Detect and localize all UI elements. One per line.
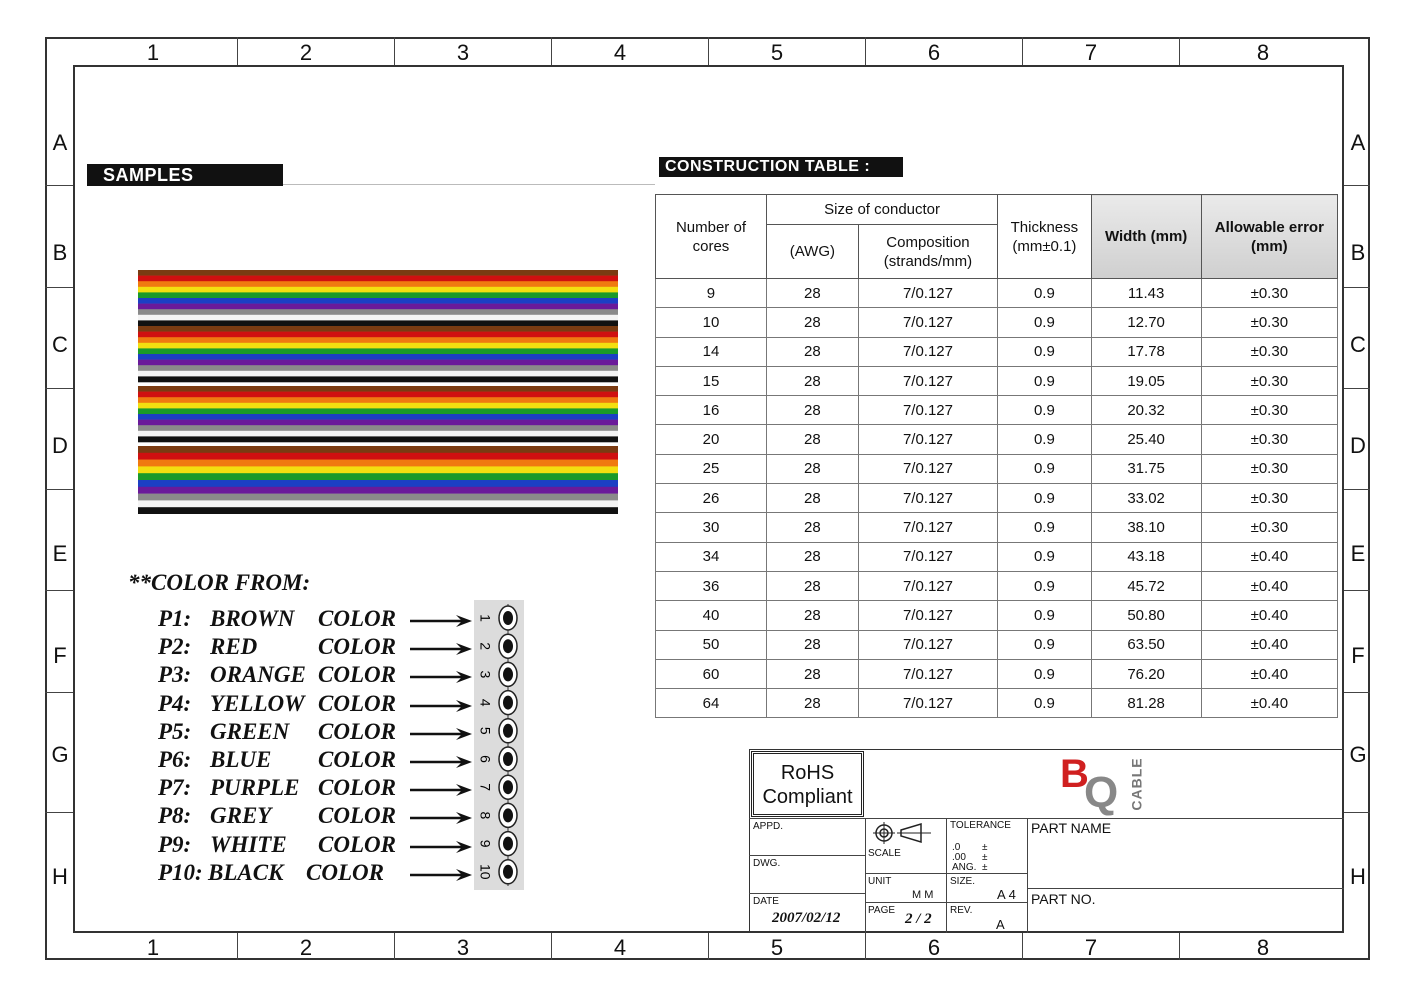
table-row <box>656 308 1338 337</box>
rev-label: REV. <box>950 905 973 916</box>
cable-wire <box>138 326 618 332</box>
arrow-right-icon <box>410 614 472 628</box>
table-row <box>656 630 1338 659</box>
color-suffix: COLOR <box>318 831 396 857</box>
cell-awg: 28 <box>766 308 858 337</box>
cell-awg: 28 <box>766 689 858 718</box>
cell-thickness: 0.9 <box>998 689 1091 718</box>
cell-awg: 28 <box>766 542 858 571</box>
cable-wire <box>138 473 618 480</box>
cell-composition: 7/0.127 <box>858 689 997 718</box>
samples-underline <box>283 184 655 185</box>
cell-width: 43.18 <box>1091 542 1201 571</box>
tolerance-sign-2: ± <box>982 852 988 863</box>
table-row <box>656 366 1338 395</box>
cable-wire <box>138 371 618 377</box>
color-suffix: COLOR <box>318 606 396 631</box>
cable-wire <box>138 431 618 437</box>
color-name: RED <box>210 634 258 660</box>
cell-cores: 25 <box>656 454 767 483</box>
cell-composition: 7/0.127 <box>858 308 997 337</box>
color-suffix: COLOR <box>318 775 396 801</box>
cell-error: ±0.40 <box>1201 542 1337 571</box>
part-no-label: PART NO. <box>1031 891 1096 907</box>
cell-awg: 28 <box>766 659 858 688</box>
row-label-b: B <box>52 240 68 265</box>
table-row <box>656 337 1338 366</box>
ribbon-cable-bundle <box>138 386 618 442</box>
cell-awg: 28 <box>766 366 858 395</box>
cell-composition: 7/0.127 <box>858 425 997 454</box>
arrow-right-icon <box>410 783 472 797</box>
cell-error: ±0.30 <box>1201 337 1337 366</box>
col-label-6-bottom: 6 <box>927 935 941 960</box>
row-label-e-right: E <box>1350 541 1366 566</box>
cable-wire <box>138 276 618 282</box>
size-value: A 4 <box>997 887 1016 902</box>
rohs-line1: RoHS <box>780 762 835 784</box>
color-from-item <box>158 775 396 803</box>
date-value: 2007/02/12 <box>772 910 841 926</box>
cable-wire <box>138 376 618 382</box>
row-label-c: C <box>52 332 68 357</box>
cable-wire <box>138 480 618 487</box>
projection-symbol-icon <box>873 822 933 844</box>
logo-word: CABLE <box>1128 757 1145 811</box>
row-label-f: F <box>53 643 67 668</box>
tolerance-sign-3: ± <box>982 862 988 873</box>
cable-wire <box>138 494 618 501</box>
table-row <box>656 542 1338 571</box>
cable-wire <box>138 392 618 398</box>
cable-wire <box>138 436 618 442</box>
col-label-2: 2 <box>299 40 313 65</box>
color-name: GREY <box>210 803 272 829</box>
cell-composition: 7/0.127 <box>858 454 997 483</box>
cell-error: ±0.30 <box>1201 366 1337 395</box>
logo-letter-b: B <box>1060 752 1089 796</box>
cable-wire <box>138 315 618 321</box>
row-label-a: A <box>52 130 68 155</box>
pin-dot <box>503 639 513 653</box>
table-row <box>656 484 1338 513</box>
col-label-8-bottom: 8 <box>1256 935 1270 960</box>
cell-thickness: 0.9 <box>998 484 1091 513</box>
cell-awg: 28 <box>766 396 858 425</box>
cell-thickness: 0.9 <box>998 454 1091 483</box>
cell-width: 45.72 <box>1091 571 1201 600</box>
cable-wire <box>138 309 618 315</box>
cable-wire <box>138 403 618 409</box>
part-name-label: PART NAME <box>1031 820 1112 836</box>
cell-awg: 28 <box>766 571 858 600</box>
tolerance-label: TOLERANCE <box>950 820 1011 831</box>
cable-wire <box>138 507 618 514</box>
pin-label: P8: <box>158 803 192 829</box>
arrow-right-icon <box>410 811 472 825</box>
cell-error: ±0.30 <box>1201 308 1337 337</box>
cell-error: ±0.30 <box>1201 454 1337 483</box>
cell-width: 76.20 <box>1091 659 1201 688</box>
cell-error: ±0.30 <box>1201 396 1337 425</box>
cable-wire <box>138 460 618 467</box>
cell-cores: 26 <box>656 484 767 513</box>
logo-letter-q: Q <box>1084 768 1119 817</box>
cell-composition: 7/0.127 <box>858 542 997 571</box>
col-label-3-bottom: 3 <box>456 935 470 960</box>
color-suffix: COLOR <box>318 718 396 744</box>
cell-error: ±0.30 <box>1201 425 1337 454</box>
cable-wire <box>138 397 618 403</box>
col-label-1: 1 <box>146 40 160 65</box>
cell-thickness: 0.9 <box>998 601 1091 630</box>
pin-label: P7: <box>158 775 192 801</box>
cell-thickness: 0.9 <box>998 337 1091 366</box>
pin-dot <box>503 780 513 794</box>
cell-error: ±0.40 <box>1201 601 1337 630</box>
table-row <box>656 689 1338 718</box>
tolerance-sign-1: ± <box>982 842 988 853</box>
header-size-of-conductor: Size of conductor <box>766 195 997 225</box>
pin-dot <box>503 808 513 822</box>
cell-cores: 30 <box>656 513 767 542</box>
cable-wire <box>138 337 618 343</box>
col-label-7: 7 <box>1084 40 1098 65</box>
pin-label: P1: <box>158 606 192 631</box>
construction-table-body <box>656 279 1338 718</box>
color-name: BLACK <box>208 859 284 885</box>
color-from-item <box>158 832 396 860</box>
cell-width: 19.05 <box>1091 366 1201 395</box>
header-allowable-error: Allowable error (mm) <box>1201 195 1337 279</box>
pin-dot <box>503 724 513 738</box>
color-suffix: COLOR <box>318 690 396 716</box>
arrow-right-icon <box>410 642 472 656</box>
cell-error: ±0.30 <box>1201 513 1337 542</box>
cable-wire <box>138 414 618 420</box>
cell-width: 12.70 <box>1091 308 1201 337</box>
col-label-4-bottom: 4 <box>613 935 627 960</box>
color-from-item <box>158 719 396 747</box>
cell-cores: 40 <box>656 601 767 630</box>
arrow-right-icon <box>410 699 472 713</box>
cable-wire <box>138 281 618 287</box>
pin-label: P9: <box>158 831 192 857</box>
cell-width: 38.10 <box>1091 513 1201 542</box>
cable-wire <box>138 320 618 326</box>
header-composition: Composition (strands/mm) <box>858 225 997 279</box>
arrow-right-icon <box>410 868 472 882</box>
pin-number: 9 <box>477 839 494 848</box>
cable-wire <box>138 487 618 494</box>
cell-cores: 15 <box>656 366 767 395</box>
cell-thickness: 0.9 <box>998 659 1091 688</box>
cell-cores: 50 <box>656 630 767 659</box>
cable-wire <box>138 420 618 426</box>
pin-number: 6 <box>477 755 494 763</box>
cell-cores: 60 <box>656 659 767 688</box>
cell-awg: 28 <box>766 454 858 483</box>
pin-number: 5 <box>477 726 494 735</box>
page-label: PAGE <box>868 905 896 916</box>
size-label: SIZE. <box>950 876 976 887</box>
cell-width: 25.40 <box>1091 425 1201 454</box>
table-row <box>656 513 1338 542</box>
cable-wire <box>138 298 618 304</box>
pin-number: 1 <box>477 614 494 622</box>
ribbon-cable-sample-image <box>138 270 618 514</box>
cell-cores: 14 <box>656 337 767 366</box>
color-suffix: COLOR <box>306 859 384 885</box>
unit-label: UNIT <box>868 876 892 887</box>
color-name: YELLOW <box>210 690 305 716</box>
arrow-right-icon <box>410 727 472 741</box>
color-from-item <box>158 747 396 775</box>
cell-awg: 28 <box>766 630 858 659</box>
pin-label: P4: <box>158 690 192 716</box>
cell-composition: 7/0.127 <box>858 571 997 600</box>
color-suffix: COLOR <box>318 662 396 688</box>
cell-cores: 9 <box>656 279 767 308</box>
cable-wire <box>138 386 618 392</box>
cell-cores: 36 <box>656 571 767 600</box>
cable-wire <box>138 270 618 276</box>
cable-wire <box>138 304 618 310</box>
cell-width: 81.28 <box>1091 689 1201 718</box>
row-label-b-right: B <box>1350 240 1366 265</box>
rohs-compliant-badge <box>751 751 864 817</box>
bq-cable-logo <box>1060 752 1145 817</box>
unit-value: M M <box>912 889 934 901</box>
rohs-line2: Compliant <box>762 786 853 808</box>
pin-number: 3 <box>477 670 494 679</box>
cell-composition: 7/0.127 <box>858 659 997 688</box>
cell-error: ±0.40 <box>1201 571 1337 600</box>
cell-thickness: 0.9 <box>998 279 1091 308</box>
arrow-right-icon <box>410 840 472 854</box>
pin-number: 2 <box>477 642 494 651</box>
pin-dot <box>503 837 513 851</box>
pin-dot <box>503 865 513 879</box>
cable-wire <box>138 408 618 414</box>
arrow-right-icon <box>410 755 472 769</box>
cell-thickness: 0.9 <box>998 542 1091 571</box>
scale-label: SCALE <box>868 848 901 859</box>
cell-width: 63.50 <box>1091 630 1201 659</box>
pin-number: 4 <box>477 698 494 707</box>
construction-table-title: CONSTRUCTION TABLE : <box>659 157 903 177</box>
table-row <box>656 571 1338 600</box>
col-label-6: 6 <box>927 40 941 65</box>
color-from-item <box>158 860 384 888</box>
construction-table <box>655 194 1338 718</box>
col-label-3: 3 <box>456 40 470 65</box>
cell-width: 31.75 <box>1091 454 1201 483</box>
pin-number: 8 <box>477 811 494 820</box>
row-label-h: H <box>52 864 68 889</box>
pin-label: P6: <box>158 747 192 772</box>
row-label-d-right: D <box>1350 433 1366 458</box>
pin-label: P5: <box>158 718 192 744</box>
row-label-f-right: F <box>1351 643 1365 668</box>
cell-width: 11.43 <box>1091 279 1201 308</box>
table-row <box>656 425 1338 454</box>
cell-width: 20.32 <box>1091 396 1201 425</box>
color-from-item <box>158 691 396 719</box>
cable-wire <box>138 500 618 507</box>
cell-composition: 7/0.127 <box>858 366 997 395</box>
pin-dot <box>503 696 513 710</box>
cell-error: ±0.30 <box>1201 279 1337 308</box>
arrow-right-icon <box>410 670 472 684</box>
cable-wire <box>138 287 618 293</box>
col-label-4: 4 <box>613 40 627 65</box>
cell-thickness: 0.9 <box>998 513 1091 542</box>
pin-dot <box>503 752 513 766</box>
cell-error: ±0.40 <box>1201 630 1337 659</box>
cell-composition: 7/0.127 <box>858 630 997 659</box>
header-awg: (AWG) <box>766 225 858 279</box>
row-label-c-right: C <box>1350 332 1366 357</box>
cell-thickness: 0.9 <box>998 308 1091 337</box>
table-row <box>656 601 1338 630</box>
cell-cores: 20 <box>656 425 767 454</box>
pin-label: P2: <box>158 634 192 660</box>
cable-wire <box>138 348 618 354</box>
header-number-of-cores: Number of cores <box>656 195 767 279</box>
cell-composition: 7/0.127 <box>858 484 997 513</box>
cable-wire <box>138 360 618 366</box>
cell-thickness: 0.9 <box>998 366 1091 395</box>
header-thickness: Thickness (mm±0.1) <box>998 195 1091 279</box>
color-suffix: COLOR <box>318 634 396 660</box>
row-label-g-right: G <box>1349 742 1367 767</box>
ribbon-cable-bundle <box>138 326 618 382</box>
tolerance-row-1: .0 <box>952 842 961 853</box>
cell-thickness: 0.9 <box>998 571 1091 600</box>
rev-value: A <box>996 917 1005 932</box>
col-label-2-bottom: 2 <box>299 935 313 960</box>
cable-wire <box>138 292 618 298</box>
cell-thickness: 0.9 <box>998 630 1091 659</box>
row-label-a-right: A <box>1350 130 1366 155</box>
table-row <box>656 454 1338 483</box>
cable-wire <box>138 446 618 453</box>
cable-wire <box>138 466 618 473</box>
cell-cores: 64 <box>656 689 767 718</box>
cell-width: 17.78 <box>1091 337 1201 366</box>
row-label-d: D <box>52 433 68 458</box>
col-label-5-bottom: 5 <box>770 935 784 960</box>
date-label: DATE <box>753 896 779 907</box>
cell-error: ±0.30 <box>1201 484 1337 513</box>
cell-composition: 7/0.127 <box>858 601 997 630</box>
cable-wire <box>138 453 618 460</box>
cell-cores: 34 <box>656 542 767 571</box>
cell-thickness: 0.9 <box>998 425 1091 454</box>
color-name: PURPLE <box>210 775 300 801</box>
pin-number: 10 <box>477 864 494 880</box>
cell-cores: 16 <box>656 396 767 425</box>
appd-label: APPD. <box>753 821 784 832</box>
col-label-8: 8 <box>1256 40 1270 65</box>
row-label-e: E <box>52 541 68 566</box>
header-width: Width (mm) <box>1091 195 1201 279</box>
cell-composition: 7/0.127 <box>858 396 997 425</box>
color-name: WHITE <box>210 831 287 857</box>
cell-awg: 28 <box>766 513 858 542</box>
cell-cores: 10 <box>656 308 767 337</box>
cell-composition: 7/0.127 <box>858 279 997 308</box>
color-suffix: COLOR <box>318 803 396 829</box>
row-label-h-right: H <box>1350 864 1366 889</box>
cell-awg: 28 <box>766 337 858 366</box>
tolerance-row-2: .00 <box>952 852 966 863</box>
dwg-label: DWG. <box>753 858 781 869</box>
pin-label: P3: <box>158 662 192 688</box>
col-label-5: 5 <box>770 40 784 65</box>
color-from-item <box>158 803 396 831</box>
pin-label: P10: <box>158 859 203 885</box>
cell-awg: 28 <box>766 601 858 630</box>
cable-wire <box>138 425 618 431</box>
samples-title: SAMPLES <box>87 164 283 186</box>
cell-width: 33.02 <box>1091 484 1201 513</box>
page-value: 2 / 2 <box>905 911 932 927</box>
tolerance-row-3: ANG. <box>952 862 977 873</box>
color-from-item <box>158 662 396 690</box>
pin-number: 7 <box>477 783 494 792</box>
ribbon-cable-bundle <box>138 446 618 514</box>
col-label-7-bottom: 7 <box>1084 935 1098 960</box>
cable-wire <box>138 354 618 360</box>
color-from-title: **COLOR FROM: <box>128 570 311 595</box>
cell-awg: 28 <box>766 484 858 513</box>
cell-composition: 7/0.127 <box>858 513 997 542</box>
pin-dot <box>503 611 513 625</box>
pin-dot <box>503 667 513 681</box>
color-from-item <box>158 634 396 662</box>
cell-composition: 7/0.127 <box>858 337 997 366</box>
cable-wire <box>138 332 618 338</box>
cell-awg: 28 <box>766 279 858 308</box>
ribbon-cable-bundle <box>138 270 618 326</box>
cell-error: ±0.40 <box>1201 659 1337 688</box>
color-from-item <box>158 606 396 634</box>
cable-wire <box>138 343 618 349</box>
table-row <box>656 659 1338 688</box>
color-suffix: COLOR <box>318 747 396 772</box>
color-name: BLUE <box>210 747 272 772</box>
col-label-1-bottom: 1 <box>146 935 160 960</box>
table-row <box>656 396 1338 425</box>
cell-width: 50.80 <box>1091 601 1201 630</box>
row-label-g: G <box>51 742 69 767</box>
color-name: ORANGE <box>210 662 306 688</box>
color-name: GREEN <box>210 718 290 744</box>
table-row <box>656 279 1338 308</box>
cell-thickness: 0.9 <box>998 396 1091 425</box>
cable-wire <box>138 365 618 371</box>
cell-error: ±0.40 <box>1201 689 1337 718</box>
connector-pin-strip <box>474 600 524 890</box>
cell-awg: 28 <box>766 425 858 454</box>
color-name: BROWN <box>210 606 295 631</box>
